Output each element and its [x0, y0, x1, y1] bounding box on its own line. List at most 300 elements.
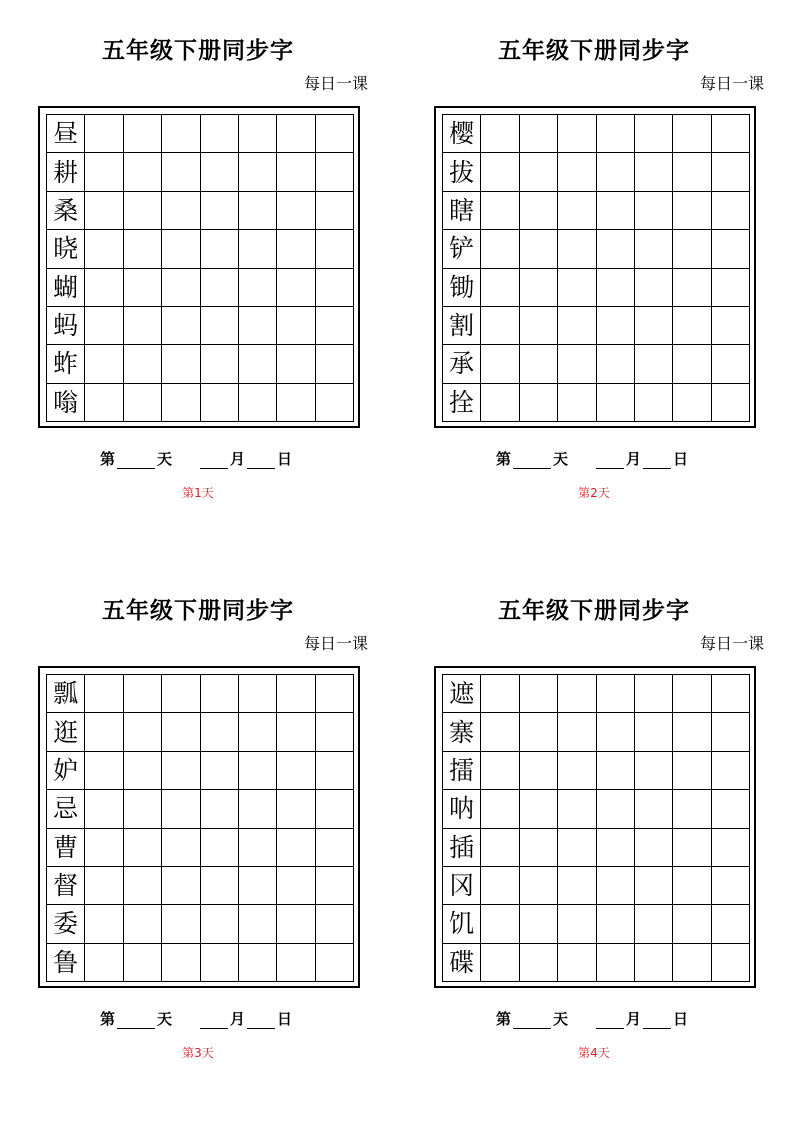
practice-cell[interactable]: [558, 192, 596, 230]
model-character: 妒: [47, 752, 85, 790]
date-word: 日: [673, 450, 689, 468]
practice-cell[interactable]: [316, 713, 354, 751]
practice-cell[interactable]: [712, 115, 750, 153]
practice-cell[interactable]: [558, 307, 596, 345]
month-blank[interactable]: [596, 1014, 624, 1029]
practice-cell[interactable]: [712, 230, 750, 268]
model-character: 冈: [443, 867, 481, 905]
practice-cell[interactable]: [635, 115, 673, 153]
practice-cell[interactable]: [277, 752, 315, 790]
practice-cell[interactable]: [162, 345, 200, 383]
practice-cell[interactable]: [635, 905, 673, 943]
month-blank[interactable]: [200, 1014, 228, 1029]
practice-cell[interactable]: [124, 944, 162, 982]
practice-cell[interactable]: [712, 675, 750, 713]
practice-cell[interactable]: [316, 269, 354, 307]
date-word: 日: [673, 1010, 689, 1028]
practice-cell[interactable]: [277, 867, 315, 905]
date-line: [100, 448, 292, 469]
practice-cell[interactable]: [316, 115, 354, 153]
practice-cell[interactable]: [481, 675, 519, 713]
practice-cell[interactable]: [673, 790, 711, 828]
model-character: 割: [443, 307, 481, 345]
date-blank[interactable]: [643, 454, 671, 469]
practice-cell[interactable]: [162, 153, 200, 191]
practice-cell[interactable]: [520, 345, 558, 383]
practice-cell[interactable]: [239, 790, 277, 828]
practice-cell[interactable]: [481, 345, 519, 383]
model-character: 拔: [443, 153, 481, 191]
date-blank[interactable]: [247, 1014, 275, 1029]
practice-cell[interactable]: [712, 905, 750, 943]
practice-cell[interactable]: [162, 675, 200, 713]
practice-cell[interactable]: [239, 867, 277, 905]
practice-cell[interactable]: [481, 192, 519, 230]
practice-cell[interactable]: [124, 675, 162, 713]
practice-grid: [442, 114, 750, 422]
practice-cell[interactable]: [124, 713, 162, 751]
practice-cell[interactable]: [239, 345, 277, 383]
practice-grid-frame: [434, 666, 756, 988]
practice-cell[interactable]: [520, 905, 558, 943]
worksheet-title: 五年级下册同步字: [102, 37, 294, 64]
model-character: 嗡: [47, 384, 85, 422]
worksheet-4: [434, 596, 764, 1060]
model-character: 蚂: [47, 307, 85, 345]
practice-cell[interactable]: [201, 307, 239, 345]
practice-cell[interactable]: [85, 192, 123, 230]
worksheet-subtitle: 每日一课: [303, 634, 368, 653]
practice-cell[interactable]: [162, 192, 200, 230]
practice-cell[interactable]: [635, 752, 673, 790]
practice-cell[interactable]: [201, 269, 239, 307]
practice-cell[interactable]: [635, 192, 673, 230]
practice-cell[interactable]: [277, 115, 315, 153]
practice-cell[interactable]: [162, 230, 200, 268]
practice-cell[interactable]: [85, 790, 123, 828]
practice-cell[interactable]: [558, 867, 596, 905]
practice-cell[interactable]: [316, 790, 354, 828]
practice-cell[interactable]: [277, 345, 315, 383]
practice-cell[interactable]: [85, 752, 123, 790]
practice-cell[interactable]: [162, 905, 200, 943]
model-character: 承: [443, 345, 481, 383]
model-character: 瓢: [47, 675, 85, 713]
model-character: 忌: [47, 790, 85, 828]
practice-cell[interactable]: [558, 230, 596, 268]
practice-cell[interactable]: [635, 944, 673, 982]
model-character: 曹: [47, 829, 85, 867]
practice-cell[interactable]: [597, 230, 635, 268]
practice-cell[interactable]: [635, 307, 673, 345]
practice-cell[interactable]: [124, 790, 162, 828]
practice-cell[interactable]: [558, 905, 596, 943]
model-character: 呐: [443, 790, 481, 828]
practice-cell[interactable]: [673, 115, 711, 153]
day-blank[interactable]: [513, 454, 551, 469]
model-character: 插: [443, 829, 481, 867]
worksheet-title: 五年级下册同步字: [498, 597, 690, 624]
practice-cell[interactable]: [277, 675, 315, 713]
practice-cell[interactable]: [673, 905, 711, 943]
practice-cell[interactable]: [201, 944, 239, 982]
model-character: 逛: [47, 713, 85, 751]
practice-cell[interactable]: [673, 230, 711, 268]
practice-cell[interactable]: [635, 269, 673, 307]
practice-cell[interactable]: [635, 713, 673, 751]
practice-cell[interactable]: [481, 307, 519, 345]
day-blank[interactable]: [117, 454, 155, 469]
practice-cell[interactable]: [597, 944, 635, 982]
practice-cell[interactable]: [520, 944, 558, 982]
practice-cell[interactable]: [85, 269, 123, 307]
practice-cell[interactable]: [520, 384, 558, 422]
model-character: 瞎: [443, 192, 481, 230]
practice-cell[interactable]: [239, 192, 277, 230]
practice-cell[interactable]: [712, 384, 750, 422]
practice-cell[interactable]: [712, 829, 750, 867]
model-character: 铲: [443, 230, 481, 268]
practice-cell[interactable]: [712, 944, 750, 982]
practice-cell[interactable]: [673, 675, 711, 713]
month-word: 月: [626, 450, 642, 468]
practice-cell[interactable]: [277, 192, 315, 230]
practice-cell[interactable]: [239, 115, 277, 153]
practice-cell[interactable]: [124, 192, 162, 230]
practice-cell[interactable]: [673, 829, 711, 867]
practice-cell[interactable]: [673, 384, 711, 422]
model-character: 樱: [443, 115, 481, 153]
practice-cell[interactable]: [481, 790, 519, 828]
practice-grid: [46, 674, 354, 982]
practice-cell[interactable]: [558, 713, 596, 751]
practice-cell[interactable]: [201, 752, 239, 790]
practice-cell[interactable]: [712, 307, 750, 345]
worksheet-subtitle: 每日一课: [699, 74, 764, 93]
worksheet-subtitle: 每日一课: [699, 634, 764, 653]
practice-cell[interactable]: [277, 384, 315, 422]
month-word: 月: [230, 450, 246, 468]
practice-cell[interactable]: [201, 345, 239, 383]
practice-cell[interactable]: [520, 192, 558, 230]
model-character: 饥: [443, 905, 481, 943]
practice-cell[interactable]: [520, 790, 558, 828]
practice-cell[interactable]: [597, 790, 635, 828]
practice-cell[interactable]: [597, 307, 635, 345]
day-blank[interactable]: [117, 1014, 155, 1029]
practice-cell[interactable]: [673, 269, 711, 307]
practice-cell[interactable]: [277, 790, 315, 828]
practice-cell[interactable]: [673, 867, 711, 905]
day-word: 天: [157, 450, 173, 468]
practice-cell[interactable]: [635, 230, 673, 268]
practice-cell[interactable]: [85, 115, 123, 153]
practice-cell[interactable]: [124, 230, 162, 268]
practice-cell[interactable]: [673, 345, 711, 383]
practice-cell[interactable]: [712, 790, 750, 828]
date-prefix: 第: [100, 1010, 116, 1028]
model-character: 鲁: [47, 944, 85, 982]
model-character: 拴: [443, 384, 481, 422]
practice-cell[interactable]: [162, 752, 200, 790]
practice-cell[interactable]: [712, 867, 750, 905]
day-word: 天: [157, 1010, 173, 1028]
day-word: 天: [553, 1010, 569, 1028]
practice-cell[interactable]: [239, 307, 277, 345]
practice-cell[interactable]: [316, 230, 354, 268]
practice-cell[interactable]: [124, 115, 162, 153]
practice-cell[interactable]: [201, 115, 239, 153]
practice-cell[interactable]: [239, 675, 277, 713]
worksheet-3: [38, 596, 368, 1060]
practice-cell[interactable]: [520, 230, 558, 268]
practice-cell[interactable]: [558, 345, 596, 383]
practice-cell[interactable]: [520, 269, 558, 307]
model-character: 遮: [443, 675, 481, 713]
practice-cell[interactable]: [162, 713, 200, 751]
practice-cell[interactable]: [597, 192, 635, 230]
practice-cell[interactable]: [85, 829, 123, 867]
practice-cell[interactable]: [597, 345, 635, 383]
model-character: 委: [47, 905, 85, 943]
practice-cell[interactable]: [124, 905, 162, 943]
worksheet-2: [434, 36, 764, 500]
practice-cell[interactable]: [558, 675, 596, 713]
practice-cell[interactable]: [481, 230, 519, 268]
practice-cell[interactable]: [558, 153, 596, 191]
practice-cell[interactable]: [316, 153, 354, 191]
practice-grid-frame: [38, 106, 360, 428]
practice-cell[interactable]: [239, 752, 277, 790]
practice-cell[interactable]: [712, 192, 750, 230]
model-character: 蝴: [47, 269, 85, 307]
practice-cell[interactable]: [635, 384, 673, 422]
practice-cell[interactable]: [635, 153, 673, 191]
practice-cell[interactable]: [316, 675, 354, 713]
practice-cell[interactable]: [201, 192, 239, 230]
practice-cell[interactable]: [277, 944, 315, 982]
model-character: 晓: [47, 230, 85, 268]
practice-cell[interactable]: [239, 713, 277, 751]
practice-cell[interactable]: [712, 153, 750, 191]
practice-cell[interactable]: [558, 944, 596, 982]
practice-cell[interactable]: [162, 115, 200, 153]
practice-cell[interactable]: [673, 192, 711, 230]
worksheet-subtitle: 每日一课: [303, 74, 368, 93]
practice-cell[interactable]: [85, 230, 123, 268]
practice-cell[interactable]: [124, 345, 162, 383]
practice-cell[interactable]: [124, 384, 162, 422]
practice-cell[interactable]: [201, 867, 239, 905]
practice-cell[interactable]: [277, 905, 315, 943]
practice-cell[interactable]: [635, 675, 673, 713]
practice-grid: [46, 114, 354, 422]
practice-cell[interactable]: [277, 269, 315, 307]
practice-cell[interactable]: [635, 790, 673, 828]
practice-cell[interactable]: [201, 230, 239, 268]
date-word: 日: [277, 450, 293, 468]
month-blank[interactable]: [596, 454, 624, 469]
practice-cell[interactable]: [558, 384, 596, 422]
date-word: 日: [277, 1010, 293, 1028]
practice-cell[interactable]: [558, 752, 596, 790]
practice-cell[interactable]: [316, 192, 354, 230]
practice-cell[interactable]: [201, 790, 239, 828]
practice-cell[interactable]: [673, 944, 711, 982]
practice-cell[interactable]: [316, 752, 354, 790]
model-character: 擂: [443, 752, 481, 790]
practice-cell[interactable]: [85, 867, 123, 905]
practice-cell[interactable]: [85, 944, 123, 982]
practice-cell[interactable]: [520, 752, 558, 790]
practice-cell[interactable]: [635, 829, 673, 867]
practice-cell[interactable]: [481, 269, 519, 307]
date-blank[interactable]: [247, 454, 275, 469]
worksheet-title: 五年级下册同步字: [102, 597, 294, 624]
practice-cell[interactable]: [520, 307, 558, 345]
day-label: 第3天: [182, 1046, 214, 1060]
worksheet-title: 五年级下册同步字: [498, 37, 690, 64]
practice-cell[interactable]: [597, 867, 635, 905]
practice-cell[interactable]: [239, 153, 277, 191]
practice-cell[interactable]: [481, 752, 519, 790]
model-character: 督: [47, 867, 85, 905]
practice-cell[interactable]: [712, 269, 750, 307]
practice-cell[interactable]: [520, 713, 558, 751]
practice-cell[interactable]: [316, 345, 354, 383]
practice-cell[interactable]: [481, 905, 519, 943]
practice-cell[interactable]: [277, 153, 315, 191]
practice-cell[interactable]: [481, 115, 519, 153]
practice-cell[interactable]: [673, 153, 711, 191]
model-character: 桑: [47, 192, 85, 230]
practice-cell[interactable]: [520, 153, 558, 191]
day-label: 第1天: [182, 486, 214, 500]
practice-cell[interactable]: [85, 345, 123, 383]
model-character: 蚱: [47, 345, 85, 383]
practice-cell[interactable]: [124, 829, 162, 867]
practice-cell[interactable]: [201, 905, 239, 943]
practice-cell[interactable]: [316, 905, 354, 943]
practice-cell[interactable]: [239, 829, 277, 867]
practice-cell[interactable]: [597, 269, 635, 307]
practice-cell[interactable]: [558, 829, 596, 867]
practice-cell[interactable]: [316, 384, 354, 422]
practice-cell[interactable]: [316, 829, 354, 867]
practice-cell[interactable]: [673, 713, 711, 751]
practice-cell[interactable]: [558, 790, 596, 828]
practice-cell[interactable]: [558, 269, 596, 307]
practice-cell[interactable]: [558, 115, 596, 153]
practice-cell[interactable]: [85, 675, 123, 713]
practice-cell[interactable]: [712, 345, 750, 383]
practice-cell[interactable]: [162, 269, 200, 307]
practice-cell[interactable]: [201, 675, 239, 713]
practice-grid-frame: [434, 106, 756, 428]
practice-cell[interactable]: [673, 307, 711, 345]
practice-cell[interactable]: [481, 867, 519, 905]
practice-cell[interactable]: [597, 384, 635, 422]
practice-cell[interactable]: [481, 944, 519, 982]
practice-cell[interactable]: [85, 905, 123, 943]
practice-cell[interactable]: [673, 752, 711, 790]
practice-cell[interactable]: [597, 115, 635, 153]
practice-cell[interactable]: [277, 829, 315, 867]
practice-cell[interactable]: [162, 944, 200, 982]
month-blank[interactable]: [200, 454, 228, 469]
practice-cell[interactable]: [124, 752, 162, 790]
practice-cell[interactable]: [481, 153, 519, 191]
practice-cell[interactable]: [85, 307, 123, 345]
practice-cell[interactable]: [277, 307, 315, 345]
date-prefix: 第: [100, 450, 116, 468]
model-character: 昼: [47, 115, 85, 153]
practice-cell[interactable]: [162, 867, 200, 905]
practice-cell[interactable]: [239, 269, 277, 307]
practice-cell[interactable]: [277, 230, 315, 268]
practice-cell[interactable]: [316, 944, 354, 982]
practice-cell[interactable]: [277, 713, 315, 751]
day-blank[interactable]: [513, 1014, 551, 1029]
practice-cell[interactable]: [162, 790, 200, 828]
practice-cell[interactable]: [635, 867, 673, 905]
practice-cell[interactable]: [316, 307, 354, 345]
model-character: 碟: [443, 944, 481, 982]
practice-cell[interactable]: [481, 384, 519, 422]
practice-cell[interactable]: [85, 153, 123, 191]
practice-cell[interactable]: [201, 713, 239, 751]
practice-cell[interactable]: [201, 153, 239, 191]
practice-cell[interactable]: [239, 384, 277, 422]
practice-cell[interactable]: [481, 829, 519, 867]
practice-cell[interactable]: [597, 905, 635, 943]
practice-cell[interactable]: [85, 713, 123, 751]
practice-cell[interactable]: [124, 153, 162, 191]
practice-cell[interactable]: [520, 867, 558, 905]
practice-cell[interactable]: [712, 713, 750, 751]
practice-cell[interactable]: [124, 307, 162, 345]
practice-cell[interactable]: [597, 713, 635, 751]
practice-cell[interactable]: [201, 829, 239, 867]
practice-cell[interactable]: [712, 752, 750, 790]
practice-cell[interactable]: [124, 269, 162, 307]
practice-cell[interactable]: [85, 384, 123, 422]
month-word: 月: [626, 1010, 642, 1028]
practice-cell[interactable]: [597, 829, 635, 867]
date-blank[interactable]: [643, 1014, 671, 1029]
practice-cell[interactable]: [316, 867, 354, 905]
month-word: 月: [230, 1010, 246, 1028]
practice-cell[interactable]: [597, 752, 635, 790]
practice-cell[interactable]: [124, 867, 162, 905]
practice-cell[interactable]: [239, 944, 277, 982]
practice-cell[interactable]: [481, 713, 519, 751]
practice-cell[interactable]: [635, 345, 673, 383]
practice-cell[interactable]: [597, 675, 635, 713]
practice-cell[interactable]: [239, 905, 277, 943]
model-character: 寨: [443, 713, 481, 751]
practice-cell[interactable]: [597, 153, 635, 191]
practice-cell[interactable]: [520, 115, 558, 153]
practice-cell[interactable]: [201, 384, 239, 422]
practice-cell[interactable]: [520, 675, 558, 713]
practice-cell[interactable]: [162, 829, 200, 867]
practice-cell[interactable]: [162, 384, 200, 422]
practice-cell[interactable]: [520, 829, 558, 867]
practice-cell[interactable]: [162, 307, 200, 345]
day-label: 第2天: [578, 486, 610, 500]
practice-cell[interactable]: [239, 230, 277, 268]
